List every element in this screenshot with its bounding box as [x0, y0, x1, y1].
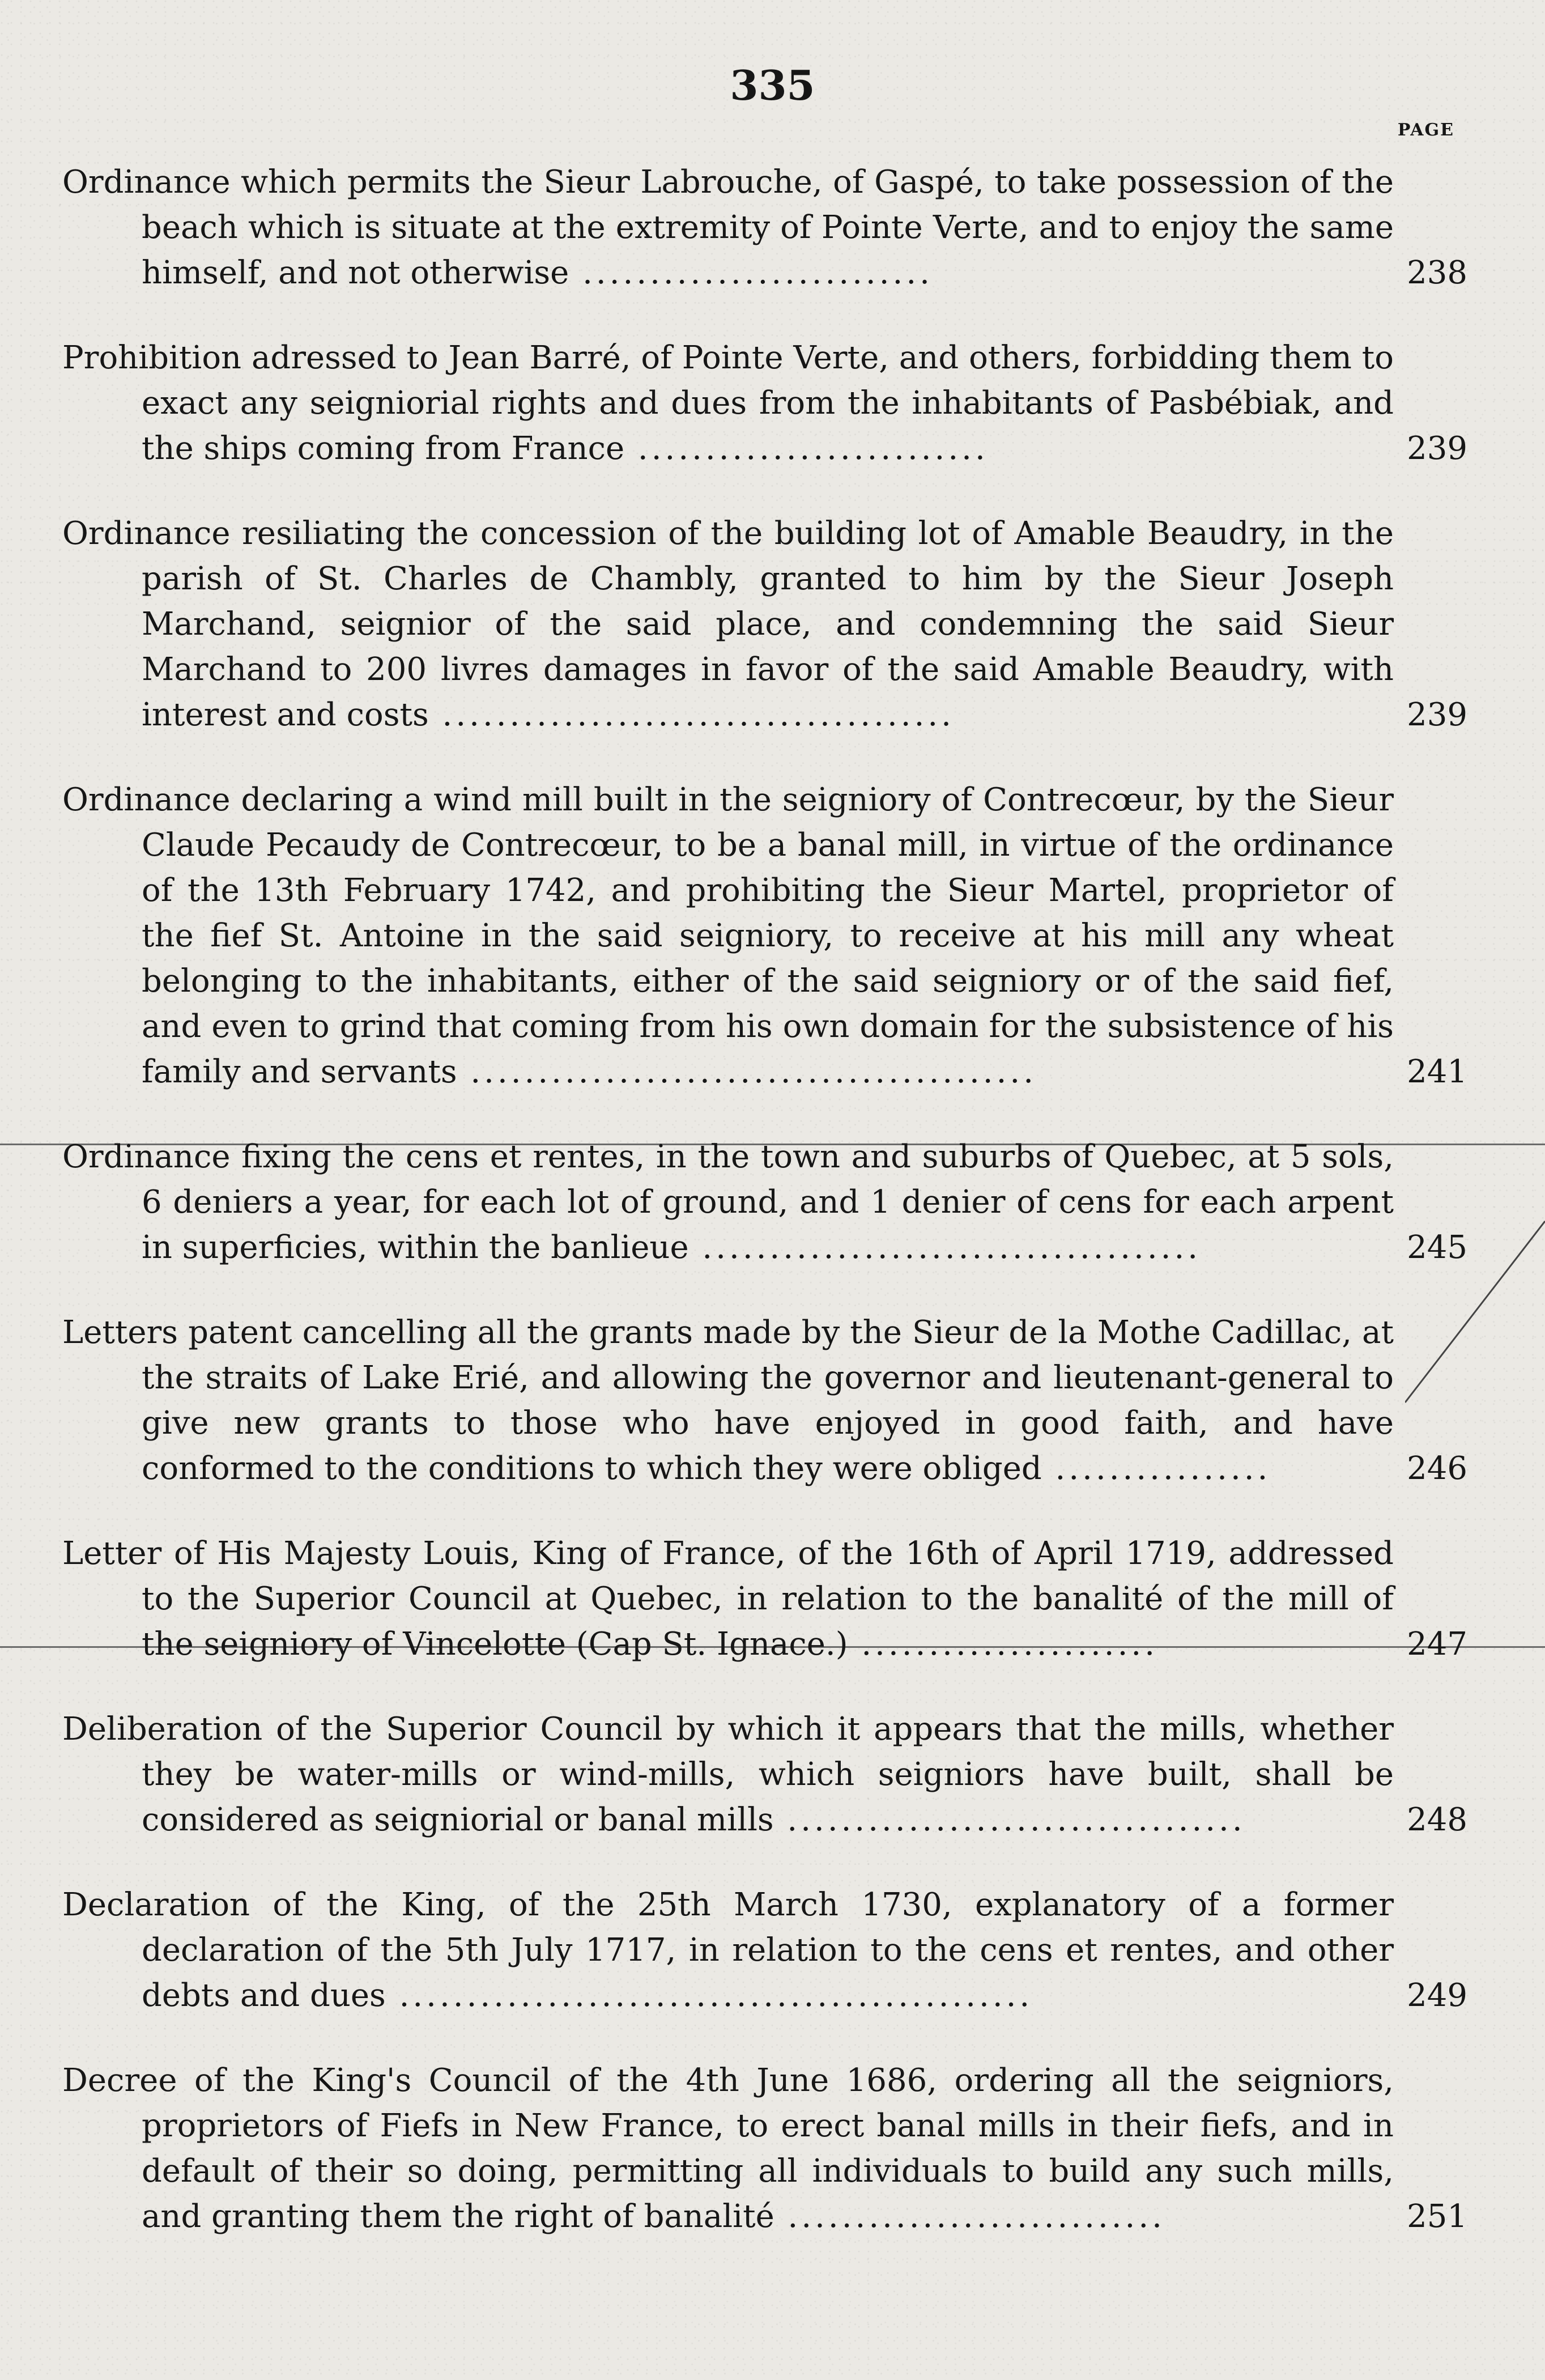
- toc-entry: [62, 777, 1467, 1095]
- entry-title: Declaration of the King, of the 25th March 1730, explanatory of a former declaration of the 5th July 1717, in relation to the cens et rentes, and other debts and dues: [62, 1886, 1394, 2014]
- dot-leader: ......................................: [428, 696, 955, 733]
- toc-entry: [62, 1882, 1467, 2018]
- toc-entry: [62, 511, 1467, 738]
- entry-page-number: 238: [1407, 254, 1467, 291]
- page-number: 335: [730, 61, 815, 109]
- entry-page-number: 249: [1407, 1977, 1467, 2014]
- toc-entry: [62, 160, 1467, 296]
- dot-leader: ..........................................: [457, 1053, 1037, 1090]
- entry-title: Ordinance fixing the cens et rentes, in the town and suburbs of Quebec, at 5 sols, 6 deniers a year, for each lot of ground, and 1 denier of cens for each arpent in superficies, within the banlieue: [62, 1138, 1394, 1266]
- dot-leader: ..........................: [624, 430, 989, 467]
- page-column-header: PAGE: [1397, 120, 1454, 140]
- toc-entry: [62, 1134, 1467, 1270]
- dot-leader: ................: [1041, 1450, 1271, 1487]
- entry-page-number: 248: [1407, 1801, 1467, 1838]
- dot-leader: ......................: [848, 1626, 1158, 1663]
- entry-title: Decree of the King's Council of the 4th June 1686, ordering all the seigniors, proprietors of Fiefs in New France, to erect banal mills in their fiefs, and in default of their so doing, permitting all individuals to build any such mills, and granting them the right of banalité: [62, 2062, 1394, 2235]
- toc-entry: [62, 1707, 1467, 1843]
- toc-entry: [62, 1531, 1467, 1667]
- dot-leader: ..................................: [773, 1801, 1246, 1838]
- entry-title: Deliberation of the Superior Council by which it appears that the mills, whether they be water-mills or wind-mills, which seigniors have built, shall be considered as seigniorial or banal mills: [62, 1711, 1394, 1838]
- dot-leader: ............................: [774, 2198, 1165, 2235]
- dot-leader: ..........................: [569, 254, 933, 291]
- entry-page-number: 241: [1407, 1053, 1467, 1090]
- table-of-contents: [62, 160, 1467, 2279]
- entry-page-number: 239: [1407, 696, 1467, 733]
- toc-entry: [62, 335, 1467, 471]
- entry-title: Ordinance declaring a wind mill built in the seigniory of Contrecœur, by the Sieur Claude Pecaudy de Contrecœur, to be a banal mill, in virtue of the ordinance of the 13th February 1742, and prohibiting the Sieur Martel, proprietor of the fief St. Antoine in the said seigniory, to receive at his mill any wheat belonging to the inhabitants, either of the said seigniory or of the said fief, and even to grind that coming from his own domain for the subsistence of his family and servants: [62, 781, 1394, 1090]
- entry-page-number: 239: [1407, 430, 1467, 467]
- entry-title: Prohibition adressed to Jean Barré, of Pointe Verte, and others, forbidding them to exact any seigniorial rights and dues from the inhabitants of Pasbébiak, and the ships coming from France: [62, 339, 1394, 467]
- entry-page-number: 245: [1407, 1229, 1467, 1266]
- entry-page-number: 251: [1407, 2198, 1467, 2235]
- dot-leader: .....................................: [688, 1229, 1202, 1266]
- entry-title: Ordinance resiliating the concession of the building lot of Amable Beaudry, in the parish of St. Charles de Chambly, granted to him by the Sieur Joseph Marchand, seignior of the said place, and condemning the said Sieur Marchand to 200 livres damages in favor of the said Amable Beaudry, with interest and costs: [62, 515, 1394, 733]
- entry-title: Letters patent cancelling all the grants made by the Sieur de la Mothe Cadillac, at the straits of Lake Erié, and allowing the governor and lieutenant-general to give new grants to those who have enjoyed in good faith, and have conformed to the conditions to which they were obliged: [62, 1314, 1394, 1487]
- entry-page-number: 246: [1407, 1450, 1467, 1487]
- entry-page-number: 247: [1407, 1626, 1467, 1663]
- entry-title: Ordinance which permits the Sieur Labrouche, of Gaspé, to take possession of the beach which is situate at the extremity of Pointe Verte, and to enjoy the same himself, and not otherwise: [62, 164, 1394, 291]
- entry-title: Letter of His Majesty Louis, King of France, of the 16th of April 1719, addressed to the Superior Council at Quebec, in relation to the banalité of the mill of the seigniory of Vincelotte (Cap St. Ignace.): [62, 1535, 1394, 1663]
- toc-entry: [62, 1310, 1467, 1491]
- dot-leader: ...............................................: [385, 1977, 1033, 2014]
- toc-entry: [62, 2058, 1467, 2239]
